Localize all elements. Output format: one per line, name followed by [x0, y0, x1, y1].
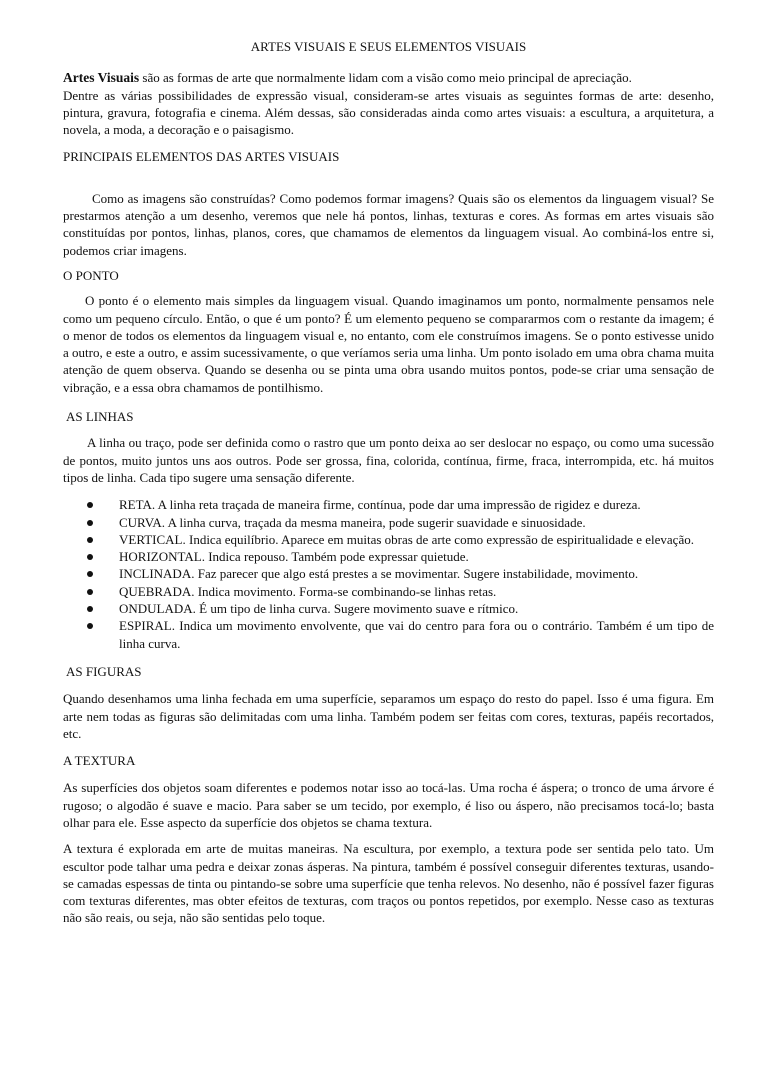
list-item: HORIZONTAL. Indica repouso. Também pode expressar quietude.: [63, 548, 714, 565]
figuras-paragraph: Quando desenhamos uma linha fechada em uma superfície, separamos um espaço do resto do papel. Isso é uma figura. Em arte nem todas as figuras são delimitadas com uma linha. Também podem ser feitas com cores, texturas, papéis recortados, etc.: [63, 691, 714, 741]
document-page: [63, 38, 714, 927]
elementos-paragraph: Como as imagens são construídas? Como podemos formar imagens? Quais são os elementos da linguagem visual? Se prestarmos atenção a um desenho, veremos que nele há pontos, linhas, texturas e cores. As formas em artes visuais são constituídas por pontos, linhas, planos, cores, que chamamos de elementos da linguagem visual. Ao combiná-los entre si, podemos criar imagens.: [63, 190, 714, 258]
list-item: CURVA. A linha curva, traçada da mesma maneira, pode sugerir suavidade e sinuosidade.: [63, 514, 714, 531]
bullet-icon: [87, 606, 93, 612]
bullet-icon: [87, 520, 93, 526]
intro-term: Artes Visuais: [63, 70, 140, 86]
bullet-icon: [87, 554, 93, 560]
bullet-icon: [87, 502, 93, 508]
section-heading-elementos: PRINCIPAIS ELEMENTOS DAS ARTES VISUAIS: [63, 149, 340, 165]
textura-paragraph-1: As superfícies dos objetos soam diferentes e podemos notar isso ao tocá-las. Uma rocha é áspera; o tronco de uma árvore é rugoso; o algodão é suave e macio. Para saber se um tecido, por exemplo, é liso ou áspero, não precisamos tocá-lo; basta olhar para ele. Esse aspecto da superfície dos objetos se chama textura.: [63, 780, 714, 830]
list-item: INCLINADA. Faz parecer que algo está prestes a se movimentar. Sugere instabilidade, movimento.: [63, 565, 714, 582]
bullet-icon: [87, 589, 93, 595]
section-heading-ponto: O PONTO: [63, 267, 119, 283]
list-item: ESPIRAL. Indica um movimento envolvente, que vai do centro para fora ou o contrário. Também é um tipo de linha curva.: [63, 617, 714, 652]
ponto-paragraph: O ponto é o elemento mais simples da linguagem visual. Quando imaginamos um ponto, normalmente pensamos nele como um pequeno círculo. Então, o que é um ponto? É um elemento pequeno se compararmos com o restante da imagem; é o menor de todos os elementos da linguagem visual e, no entanto, com ele construímos imagens. Se o ponto estivesse unido a outro, e este a outro, e assim sucessivamente, o que veríamos seria uma linha. Um ponto isolado em uma obra chama muita atenção de quem observa. Quando se desenha ou se pinta uma obra usando muitos pontos, pode-se criar uma sensação de vibração, e a essa obra chamamos de pontilhismo.: [63, 293, 714, 395]
bullet-icon: [87, 537, 93, 543]
section-heading-textura: A TEXTURA: [63, 753, 136, 769]
section-heading-figuras: AS FIGURAS: [66, 663, 142, 679]
list-item: QUEBRADA. Indica movimento. Forma-se combinando-se linhas retas.: [63, 583, 714, 600]
intro-text: são as formas de arte que normalmente lidam com a visão como meio principal de apreciação.: [139, 70, 632, 86]
list-item: RETA. A linha reta traçada de maneira firme, contínua, pode dar uma impressão de rigidez e dureza.: [63, 496, 714, 513]
line-types-list: [63, 496, 714, 652]
list-item: VERTICAL. Indica equilíbrio. Aparece em muitas obras de arte como expressão de espiritualidade e elevação.: [63, 531, 714, 548]
textura-paragraph-2: A textura é explorada em arte de muitas maneiras. Na escultura, por exemplo, a textura pode ser sentida pelo tato. Um escultor pode talhar uma pedra e deixar zonas ásperas. Na pintura, também é possível conseguir diferentes texturas, usando-se camadas espessas de tinta ou pintando-se sobre uma superfície que tenha relevos. No desenho, não é possível fazer figuras com texturas diferentes, mas obter efeitos de texturas, com traços ou pontos repetidos, por exemplo. Nesse caso as texturas não são reais, ou seja, não são sentidas pelo toque.: [63, 841, 714, 926]
list-item: ONDULADA. É um tipo de linha curva. Sugere movimento suave e rítmico.: [63, 600, 714, 617]
bullet-icon: [87, 571, 93, 577]
linhas-paragraph: A linha ou traço, pode ser definida como o rastro que um ponto deixa ao ser deslocar no espaço, ou como uma sucessão de pontos, muito juntos uns aos outros. Pode ser grossa, fina, colorida, contínua, firme, fraca, interrompida, etc. há muitos tipos de linha. Cada tipo sugere uma sensação diferente.: [63, 435, 714, 485]
intro-paragraph-2: Dentre as várias possibilidades de expressão visual, consideram-se artes visuais as seguintes formas de arte: desenho, pintura, gravura, fotografia e cinema. Além dessas, são consideradas ainda como artes visuais: a escultura, a arquitetura, a novela, a moda, a decoração e o paisagismo.: [63, 87, 714, 138]
document-title: ARTES VISUAIS E SEUS ELEMENTOS VISUAIS: [250, 39, 527, 54]
bullet-icon: [87, 623, 93, 629]
intro-paragraph: [63, 69, 714, 86]
section-heading-linhas: AS LINHAS: [66, 409, 134, 425]
